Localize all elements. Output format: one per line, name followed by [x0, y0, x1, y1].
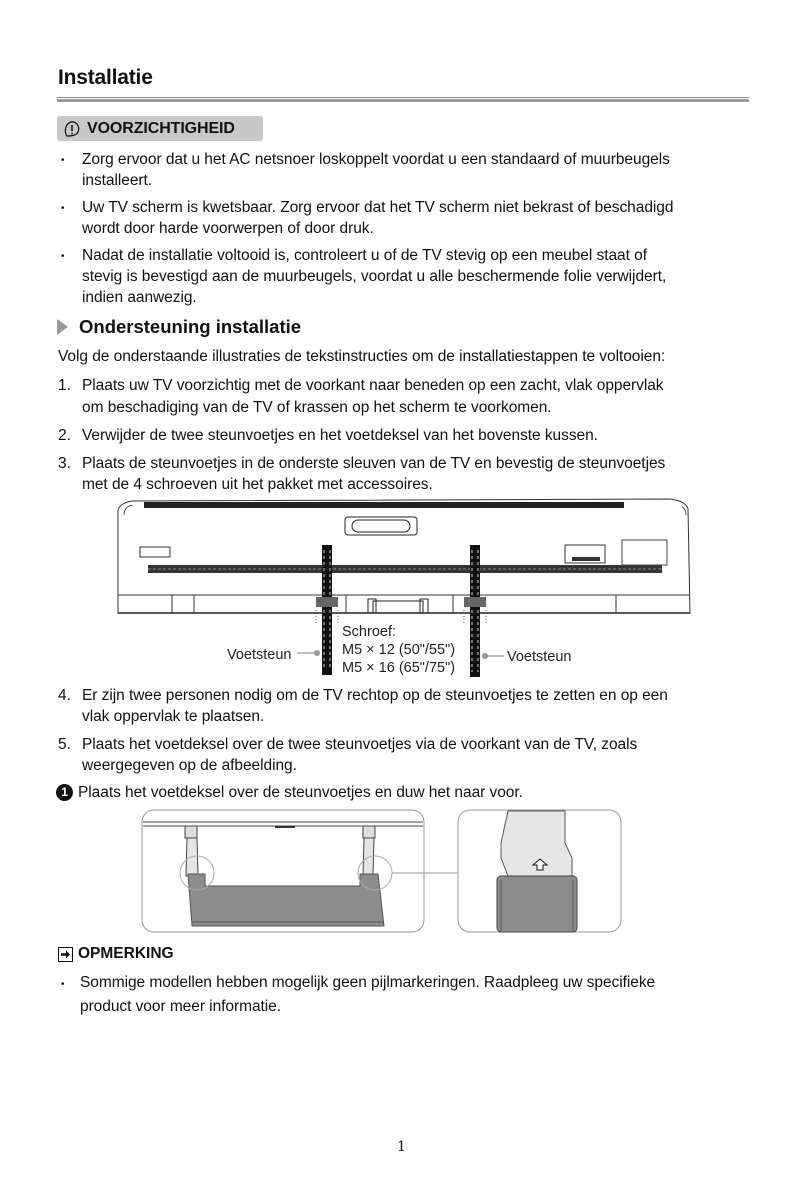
caution-text-2a: Uw TV scherm is kwetsbaar. Zorg ervoor dat het TV scherm niet bekrast of beschadigd — [82, 199, 674, 216]
substep-text: Plaats het voetdeksel over de steunvoetjes en duw het naar voor. — [78, 784, 523, 801]
step-number: 3. — [58, 455, 71, 472]
screw-spec-2: M5 × 16 (65"/75") — [342, 660, 456, 676]
step-3-line1: Plaats de steunvoetjes in de onderste sleuven van de TV en bevestig de steunvoetjes — [82, 455, 666, 472]
step-badge-icon: 1 — [56, 784, 73, 801]
substep-1 — [56, 782, 523, 803]
page-number: 1 — [397, 1139, 406, 1155]
caution-label: VOORZICHTIGHEID — [87, 119, 235, 137]
note-label: OPMERKING — [78, 945, 174, 962]
step-1-line1: Plaats uw TV voorzichtig met de voorkant naar beneden op een zacht, vlak oppervlak — [82, 377, 664, 394]
step-number: 1. — [58, 377, 71, 394]
step-4-line2: vlak oppervlak te plaatsen. — [82, 708, 265, 725]
step-3-line2: met de 4 schroeven uit het pakket met accessoires. — [82, 476, 433, 493]
note-header — [58, 945, 174, 963]
screw-title: Schroef: — [342, 624, 396, 640]
section-heading — [57, 316, 301, 338]
foot-cover-detail — [458, 810, 621, 932]
page-title: Installatie — [58, 66, 153, 89]
caution-header — [57, 116, 263, 141]
step-1-line2: om beschadiging van de TV of krassen op het scherm te voorkomen. — [82, 399, 552, 416]
triangle-right-icon — [57, 319, 68, 335]
caution-text-3c: indien aanwezig. — [82, 289, 197, 306]
caution-text-3b: stevig is bevestigd aan de muurbeugels, voordat u alle beschermende folie verwijdert, — [82, 268, 667, 285]
note-text-line1: Sommige modellen hebben mogelijk geen pijlmarkeringen. Raadpleeg uw specifieke — [80, 974, 656, 991]
title-rule-thick — [57, 99, 749, 102]
caution-text-3a: Nadat de installatie voltooid is, controleert u of de TV stevig op een meubel staat of — [82, 247, 647, 264]
note-text-line2: product voor meer informatie. — [80, 998, 281, 1015]
callout-dot-left — [314, 650, 320, 656]
foot-label-right: Voetsteun — [507, 649, 572, 665]
screw-spec-1: M5 × 12 (50"/55") — [342, 642, 456, 658]
step-number: 4. — [58, 687, 71, 704]
bullet: • — [61, 979, 65, 990]
step-number: 5. — [58, 736, 71, 753]
step-4-line1: Er zijn twee personen nodig om de TV rechtop op de steunvoetjes te zetten en op een — [82, 687, 668, 704]
foot-cover-overview — [142, 810, 458, 932]
bullet: • — [61, 203, 65, 214]
tv-back-illustration — [110, 495, 700, 680]
step-number: 2. — [58, 427, 71, 444]
arrow-box-icon — [58, 947, 73, 962]
step-5-line1: Plaats het voetdeksel over de twee steunvoetjes via de voorkant van de TV, zoals — [82, 736, 638, 753]
step-2-line1: Verwijder de twee steunvoetjes en het voetdeksel van het bovenste kussen. — [82, 427, 598, 444]
section-heading-text: Ondersteuning installatie — [79, 316, 302, 337]
bullet: • — [61, 155, 65, 166]
section-intro: Volg de onderstaande illustraties de tekstinstructies om de installatiestappen te voltooien: — [58, 348, 666, 365]
title-rule-thin — [57, 97, 749, 98]
caution-text-1b: installeert. — [82, 172, 153, 189]
foot-label-left: Voetsteun — [227, 647, 292, 663]
caution-text-2b: wordt door harde voorwerpen of door druk. — [82, 220, 374, 237]
foot-cover-illustration — [140, 808, 625, 936]
step-5-line2: weergegeven op de afbeelding. — [82, 757, 297, 774]
warning-circle-icon — [63, 120, 81, 138]
bullet: • — [61, 251, 65, 262]
caution-text-1a: Zorg ervoor dat u het AC netsnoer loskoppelt voordat u een standaard of muurbeugels — [82, 151, 670, 168]
